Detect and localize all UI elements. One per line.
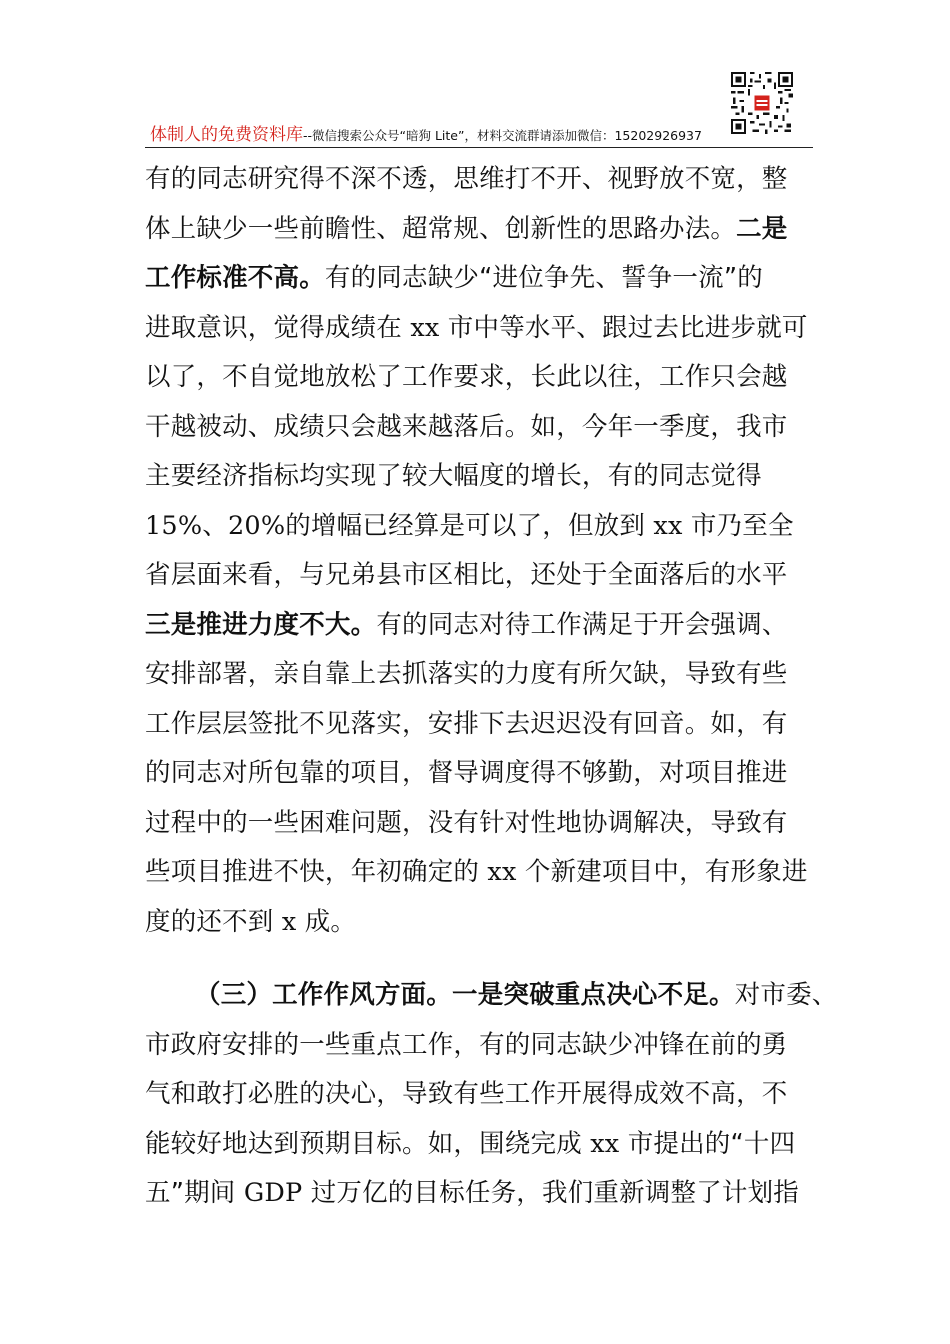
text-line — [145, 650, 815, 700]
latin-run: xx — [402, 312, 448, 343]
text-line — [145, 502, 815, 552]
text-run: 市提出的“十四 — [627, 1128, 796, 1159]
text-line — [145, 304, 815, 354]
text-line — [145, 155, 815, 205]
text-line — [145, 403, 815, 453]
text-line — [145, 971, 838, 1021]
text-run: 气和敢打必胜的决心，导致有些工作开展得成效不高，不 — [145, 1079, 788, 1109]
paragraph-gap — [145, 947, 815, 971]
text-line — [145, 700, 815, 750]
latin-run: x — [273, 906, 305, 937]
text-run: 过万亿的目标任务，我们重新调整了计划指 — [310, 1178, 800, 1208]
text-line — [145, 898, 815, 948]
text-line — [145, 1070, 815, 1120]
text-run: 个新建项目中，有形象进 — [524, 857, 808, 887]
header-divider — [145, 147, 813, 148]
text-run: 市政府安排的一些重点工作，有的同志缺少冲锋在前的勇 — [145, 1029, 788, 1060]
text-run: 度的还不到 — [145, 906, 274, 937]
text-run: 过程中的一些困难问题，没有针对性地协调解决，导致有 — [145, 807, 788, 838]
text-run: 干越被动、成绩只会越来越落后。如，今年一季度，我市 — [145, 411, 788, 442]
text-run: 些项目推进不快，年初确定的 — [145, 857, 480, 887]
text-line — [145, 254, 815, 304]
text-run: 市中等水平、跟过去比进步就可 — [447, 312, 808, 343]
qr-code-icon — [731, 72, 793, 134]
bold-heading: 工作标准不高。 — [145, 263, 325, 293]
latin-run: GDP — [235, 1178, 311, 1208]
text-line — [145, 848, 815, 898]
page-header — [150, 120, 815, 144]
text-line — [145, 1120, 815, 1170]
bold-heading: （三）工作作风方面。一是突破重点决心不足。 — [195, 980, 735, 1010]
text-run: 能较好地达到预期目标。如，围绕完成 — [145, 1128, 582, 1159]
text-run: 五”期间 — [145, 1178, 236, 1208]
text-run: 市乃至全 — [690, 510, 794, 541]
text-run: 主要经济指标均实现了较大幅度的增长，有的同志觉得 — [145, 461, 762, 491]
text-run: 有的同志缺少“进位争先、誓争一流”的 — [324, 263, 763, 293]
text-run: 成。 — [304, 906, 357, 937]
text-run: 工作层层签批不见落实，安排下去迟迟没有回音。如，有 — [145, 708, 788, 739]
text-run: 以了，不自觉地放松了工作要求，长此以往，工作只会越 — [145, 362, 788, 392]
text-run: 省层面来看，与兄弟县市区相比，还处于全面落后的水平 — [145, 560, 788, 590]
text-line — [145, 601, 815, 651]
text-run: 对市委、 — [734, 980, 838, 1010]
latin-run: xx — [479, 857, 525, 887]
text-line — [145, 551, 815, 601]
text-run: 的增幅已经算是可以了，但放到 — [285, 510, 646, 541]
text-run: 有的同志对待工作满足于开会强调、 — [376, 609, 788, 640]
text-run: 体上缺少一些前瞻性、超常规、创新性的思路办法。 — [145, 213, 737, 244]
text-line — [145, 749, 815, 799]
text-line — [145, 353, 815, 403]
text-line — [145, 799, 815, 849]
header-site-name: 体制人的免费资料库 — [150, 125, 303, 144]
text-line — [145, 452, 815, 502]
bold-heading: 三是推进力度不大。 — [145, 609, 377, 640]
bold-heading: 二是 — [736, 213, 788, 244]
header-note: --微信搜索公众号“暗狗 Lite”，材料交流群请添加微信：15202926937 — [303, 128, 702, 143]
text-line — [145, 1021, 815, 1071]
text-run: 进取意识，觉得成绩在 — [145, 312, 403, 343]
text-run: 有的同志研究得不深不透，思维打不开、视野放不宽，整 — [145, 164, 788, 194]
latin-run: 15%、20% — [145, 510, 286, 541]
latin-run: xx — [645, 510, 691, 541]
latin-run: xx — [581, 1128, 628, 1159]
text-run: 安排部署，亲自靠上去抓落实的力度有所欠缺，导致有些 — [145, 659, 788, 689]
text-run: 的同志对所包靠的项目，督导调度得不够勤，对项目推进 — [145, 758, 788, 788]
text-line — [145, 205, 815, 255]
document-body — [145, 155, 838, 1219]
text-line — [145, 1169, 815, 1219]
